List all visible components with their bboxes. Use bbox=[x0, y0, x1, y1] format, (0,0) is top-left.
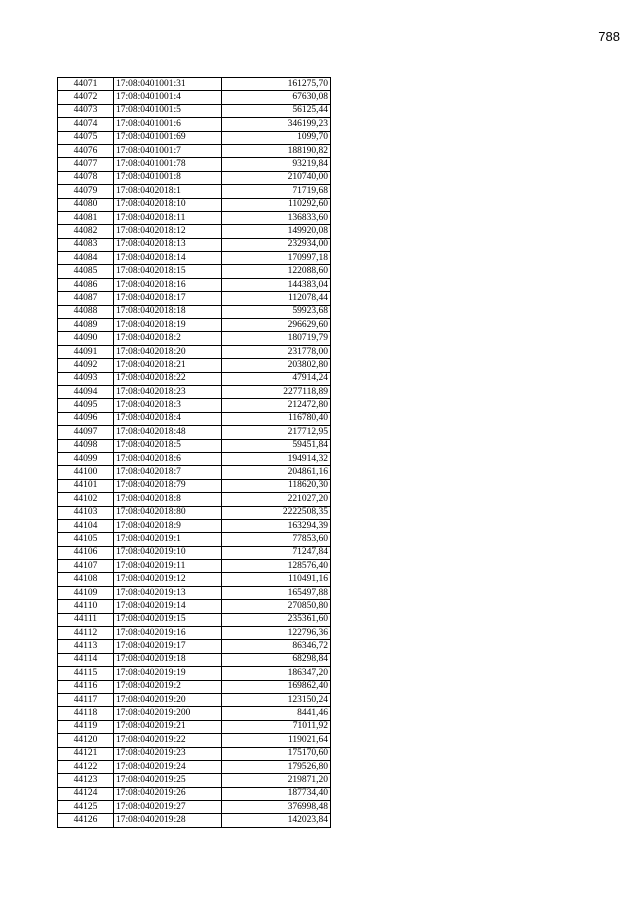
cadastral-number-cell: 17:08:0402019:14 bbox=[114, 600, 222, 613]
row-number-cell: 44102 bbox=[58, 493, 114, 506]
value-cell: 116780,40 bbox=[222, 412, 331, 425]
cadastral-number-cell: 17:08:0402018:17 bbox=[114, 292, 222, 305]
table-row bbox=[58, 493, 331, 506]
table-row bbox=[58, 693, 331, 706]
value-cell: 68298,84 bbox=[222, 653, 331, 666]
cadastral-number-cell: 17:08:0402019:25 bbox=[114, 774, 222, 787]
row-number-cell: 44109 bbox=[58, 586, 114, 599]
table-row bbox=[58, 452, 331, 465]
cadastral-number-cell: 17:08:0402018:3 bbox=[114, 399, 222, 412]
value-cell: 122088,60 bbox=[222, 265, 331, 278]
cadastral-number-cell: 17:08:0402018:1 bbox=[114, 185, 222, 198]
row-number-cell: 44095 bbox=[58, 399, 114, 412]
value-cell: 47914,24 bbox=[222, 372, 331, 385]
table-row bbox=[58, 412, 331, 425]
cadastral-number-cell: 17:08:0402018:13 bbox=[114, 238, 222, 251]
row-number-cell: 44077 bbox=[58, 158, 114, 171]
cadastral-number-cell: 17:08:0402019:12 bbox=[114, 573, 222, 586]
value-cell: 170997,18 bbox=[222, 252, 331, 265]
value-cell: 231778,00 bbox=[222, 345, 331, 358]
cadastral-number-cell: 17:08:0402018:79 bbox=[114, 479, 222, 492]
value-cell: 204861,16 bbox=[222, 466, 331, 479]
row-number-cell: 44123 bbox=[58, 774, 114, 787]
table-row bbox=[58, 627, 331, 640]
value-cell: 149920,08 bbox=[222, 225, 331, 238]
value-cell: 110292,60 bbox=[222, 198, 331, 211]
value-cell: 86346,72 bbox=[222, 640, 331, 653]
table-row bbox=[58, 91, 331, 104]
table-row bbox=[58, 385, 331, 398]
cadastral-number-cell: 17:08:0402019:13 bbox=[114, 586, 222, 599]
table-row bbox=[58, 118, 331, 131]
value-cell: 376998,48 bbox=[222, 801, 331, 814]
cadastral-number-cell: 17:08:0401001:69 bbox=[114, 131, 222, 144]
cadastral-number-cell: 17:08:0402018:22 bbox=[114, 372, 222, 385]
row-number-cell: 44113 bbox=[58, 640, 114, 653]
table-row bbox=[58, 479, 331, 492]
value-cell: 235361,60 bbox=[222, 613, 331, 626]
table-row bbox=[58, 238, 331, 251]
value-cell: 119021,64 bbox=[222, 734, 331, 747]
row-number-cell: 44105 bbox=[58, 533, 114, 546]
table-row bbox=[58, 653, 331, 666]
cadastral-number-cell: 17:08:0402019:27 bbox=[114, 801, 222, 814]
value-cell: 77853,60 bbox=[222, 533, 331, 546]
value-cell: 180719,79 bbox=[222, 332, 331, 345]
row-number-cell: 44125 bbox=[58, 801, 114, 814]
table-row bbox=[58, 426, 331, 439]
row-number-cell: 44104 bbox=[58, 519, 114, 532]
cadastral-number-cell: 17:08:0402018:9 bbox=[114, 519, 222, 532]
row-number-cell: 44096 bbox=[58, 412, 114, 425]
cadastral-number-cell: 17:08:0402018:48 bbox=[114, 426, 222, 439]
table-row bbox=[58, 399, 331, 412]
row-number-cell: 44099 bbox=[58, 452, 114, 465]
table-row bbox=[58, 586, 331, 599]
page-number: 788 bbox=[598, 29, 620, 44]
row-number-cell: 44117 bbox=[58, 693, 114, 706]
row-number-cell: 44121 bbox=[58, 747, 114, 760]
value-cell: 163294,39 bbox=[222, 519, 331, 532]
value-cell: 1099,70 bbox=[222, 131, 331, 144]
value-cell: 142023,84 bbox=[222, 814, 331, 827]
value-cell: 161275,70 bbox=[222, 78, 331, 91]
value-cell: 186347,20 bbox=[222, 667, 331, 680]
row-number-cell: 44116 bbox=[58, 680, 114, 693]
cadastral-number-cell: 17:08:0402019:17 bbox=[114, 640, 222, 653]
value-cell: 118620,30 bbox=[222, 479, 331, 492]
value-cell: 187734,40 bbox=[222, 787, 331, 800]
cadastral-number-cell: 17:08:0402019:16 bbox=[114, 627, 222, 640]
table-row bbox=[58, 359, 331, 372]
value-cell: 144383,04 bbox=[222, 278, 331, 291]
value-cell: 194914,32 bbox=[222, 452, 331, 465]
value-cell: 221027,20 bbox=[222, 493, 331, 506]
value-cell: 122796,36 bbox=[222, 627, 331, 640]
value-cell: 179526,80 bbox=[222, 760, 331, 773]
table-row bbox=[58, 265, 331, 278]
cadastral-number-cell: 17:08:0402019:15 bbox=[114, 613, 222, 626]
row-number-cell: 44124 bbox=[58, 787, 114, 800]
cadastral-number-cell: 17:08:0402018:5 bbox=[114, 439, 222, 452]
table-row bbox=[58, 814, 331, 827]
table-row bbox=[58, 760, 331, 773]
row-number-cell: 44119 bbox=[58, 720, 114, 733]
row-number-cell: 44084 bbox=[58, 252, 114, 265]
row-number-cell: 44082 bbox=[58, 225, 114, 238]
table-row bbox=[58, 319, 331, 332]
row-number-cell: 44091 bbox=[58, 345, 114, 358]
value-cell: 71011,92 bbox=[222, 720, 331, 733]
row-number-cell: 44073 bbox=[58, 104, 114, 117]
table-row bbox=[58, 720, 331, 733]
row-number-cell: 44071 bbox=[58, 78, 114, 91]
value-cell: 270850,80 bbox=[222, 600, 331, 613]
value-cell: 212472,80 bbox=[222, 399, 331, 412]
row-number-cell: 44078 bbox=[58, 171, 114, 184]
value-cell: 112078,44 bbox=[222, 292, 331, 305]
value-cell: 93219,84 bbox=[222, 158, 331, 171]
row-number-cell: 44079 bbox=[58, 185, 114, 198]
table-row bbox=[58, 278, 331, 291]
value-cell: 128576,40 bbox=[222, 560, 331, 573]
cadastral-number-cell: 17:08:0402018:8 bbox=[114, 493, 222, 506]
cadastral-number-cell: 17:08:0402019:21 bbox=[114, 720, 222, 733]
row-number-cell: 44100 bbox=[58, 466, 114, 479]
row-number-cell: 44080 bbox=[58, 198, 114, 211]
value-cell: 2222508,35 bbox=[222, 506, 331, 519]
value-cell: 210740,00 bbox=[222, 171, 331, 184]
row-number-cell: 44086 bbox=[58, 278, 114, 291]
cadastral-number-cell: 17:08:0401001:4 bbox=[114, 91, 222, 104]
cadastral-number-cell: 17:08:0402019:23 bbox=[114, 747, 222, 760]
table-row bbox=[58, 252, 331, 265]
cadastral-number-cell: 17:08:0402018:14 bbox=[114, 252, 222, 265]
value-cell: 59923,68 bbox=[222, 305, 331, 318]
cadastral-number-cell: 17:08:0401001:5 bbox=[114, 104, 222, 117]
row-number-cell: 44076 bbox=[58, 144, 114, 157]
row-number-cell: 44090 bbox=[58, 332, 114, 345]
table-row bbox=[58, 439, 331, 452]
row-number-cell: 44093 bbox=[58, 372, 114, 385]
cadastral-number-cell: 17:08:0402018:10 bbox=[114, 198, 222, 211]
table-body bbox=[58, 78, 331, 828]
cadastral-number-cell: 17:08:0401001:31 bbox=[114, 78, 222, 91]
value-cell: 71247,84 bbox=[222, 546, 331, 559]
value-cell: 175170,60 bbox=[222, 747, 331, 760]
row-number-cell: 44115 bbox=[58, 667, 114, 680]
cadastral-number-cell: 17:08:0402019:28 bbox=[114, 814, 222, 827]
cadastral-number-cell: 17:08:0402019:22 bbox=[114, 734, 222, 747]
table-row bbox=[58, 774, 331, 787]
cadastral-number-cell: 17:08:0402019:10 bbox=[114, 546, 222, 559]
cadastral-number-cell: 17:08:0402018:6 bbox=[114, 452, 222, 465]
cadastral-number-cell: 17:08:0401001:6 bbox=[114, 118, 222, 131]
row-number-cell: 44098 bbox=[58, 439, 114, 452]
value-cell: 110491,16 bbox=[222, 573, 331, 586]
row-number-cell: 44089 bbox=[58, 319, 114, 332]
cadastral-number-cell: 17:08:0402018:11 bbox=[114, 211, 222, 224]
row-number-cell: 44126 bbox=[58, 814, 114, 827]
cadastral-number-cell: 17:08:0402019:24 bbox=[114, 760, 222, 773]
row-number-cell: 44075 bbox=[58, 131, 114, 144]
table-row bbox=[58, 372, 331, 385]
value-cell: 59451,84 bbox=[222, 439, 331, 452]
value-cell: 169862,40 bbox=[222, 680, 331, 693]
table-row bbox=[58, 801, 331, 814]
cadastral-number-cell: 17:08:0402019:20 bbox=[114, 693, 222, 706]
row-number-cell: 44110 bbox=[58, 600, 114, 613]
row-number-cell: 44120 bbox=[58, 734, 114, 747]
table-row bbox=[58, 466, 331, 479]
table-row bbox=[58, 573, 331, 586]
value-cell: 203802,80 bbox=[222, 359, 331, 372]
cadastral-number-cell: 17:08:0402018:15 bbox=[114, 265, 222, 278]
value-cell: 296629,60 bbox=[222, 319, 331, 332]
table-row bbox=[58, 158, 331, 171]
table-row bbox=[58, 707, 331, 720]
row-number-cell: 44087 bbox=[58, 292, 114, 305]
table-row bbox=[58, 667, 331, 680]
cadastral-number-cell: 17:08:0402019:18 bbox=[114, 653, 222, 666]
value-cell: 56125,44 bbox=[222, 104, 331, 117]
cadastral-number-cell: 17:08:0402018:12 bbox=[114, 225, 222, 238]
cadastral-number-cell: 17:08:0402018:19 bbox=[114, 319, 222, 332]
cadastral-number-cell: 17:08:0402018:21 bbox=[114, 359, 222, 372]
table-row bbox=[58, 198, 331, 211]
cadastral-number-cell: 17:08:0402018:7 bbox=[114, 466, 222, 479]
cadastral-number-cell: 17:08:0402019:11 bbox=[114, 560, 222, 573]
cadastral-number-cell: 17:08:0402019:26 bbox=[114, 787, 222, 800]
cadastral-number-cell: 17:08:0402019:2 bbox=[114, 680, 222, 693]
value-cell: 346199,23 bbox=[222, 118, 331, 131]
value-cell: 8441,46 bbox=[222, 707, 331, 720]
row-number-cell: 44085 bbox=[58, 265, 114, 278]
row-number-cell: 44081 bbox=[58, 211, 114, 224]
table-row bbox=[58, 345, 331, 358]
cadastral-number-cell: 17:08:0402018:20 bbox=[114, 345, 222, 358]
row-number-cell: 44103 bbox=[58, 506, 114, 519]
row-number-cell: 44092 bbox=[58, 359, 114, 372]
cadastral-number-cell: 17:08:0402018:16 bbox=[114, 278, 222, 291]
row-number-cell: 44122 bbox=[58, 760, 114, 773]
cadastral-number-cell: 17:08:0402019:19 bbox=[114, 667, 222, 680]
value-cell: 136833,60 bbox=[222, 211, 331, 224]
table-row bbox=[58, 519, 331, 532]
table-row bbox=[58, 78, 331, 91]
value-cell: 67630,08 bbox=[222, 91, 331, 104]
table-row bbox=[58, 680, 331, 693]
row-number-cell: 44118 bbox=[58, 707, 114, 720]
cadastral-number-cell: 17:08:0402018:80 bbox=[114, 506, 222, 519]
row-number-cell: 44114 bbox=[58, 653, 114, 666]
value-cell: 217712,95 bbox=[222, 426, 331, 439]
row-number-cell: 44088 bbox=[58, 305, 114, 318]
row-number-cell: 44097 bbox=[58, 426, 114, 439]
value-cell: 2277118,89 bbox=[222, 385, 331, 398]
table-row bbox=[58, 292, 331, 305]
cadastral-number-cell: 17:08:0402018:4 bbox=[114, 412, 222, 425]
table-row bbox=[58, 506, 331, 519]
table-row bbox=[58, 613, 331, 626]
value-cell: 165497,88 bbox=[222, 586, 331, 599]
value-cell: 188190,82 bbox=[222, 144, 331, 157]
row-number-cell: 44112 bbox=[58, 627, 114, 640]
row-number-cell: 44074 bbox=[58, 118, 114, 131]
table-row bbox=[58, 560, 331, 573]
row-number-cell: 44072 bbox=[58, 91, 114, 104]
value-cell: 71719,68 bbox=[222, 185, 331, 198]
cadastral-number-cell: 17:08:0402019:1 bbox=[114, 533, 222, 546]
table-row bbox=[58, 104, 331, 117]
row-number-cell: 44101 bbox=[58, 479, 114, 492]
row-number-cell: 44107 bbox=[58, 560, 114, 573]
table-row bbox=[58, 185, 331, 198]
table-row bbox=[58, 734, 331, 747]
table-row bbox=[58, 787, 331, 800]
table-row bbox=[58, 546, 331, 559]
row-number-cell: 44106 bbox=[58, 546, 114, 559]
table-row bbox=[58, 640, 331, 653]
value-cell: 123150,24 bbox=[222, 693, 331, 706]
row-number-cell: 44108 bbox=[58, 573, 114, 586]
row-number-cell: 44083 bbox=[58, 238, 114, 251]
cadastral-number-cell: 17:08:0402018:23 bbox=[114, 385, 222, 398]
table-row bbox=[58, 305, 331, 318]
table-row bbox=[58, 171, 331, 184]
table-row bbox=[58, 533, 331, 546]
cadastral-number-cell: 17:08:0402018:2 bbox=[114, 332, 222, 345]
cadastral-number-cell: 17:08:0402019:200 bbox=[114, 707, 222, 720]
table-row bbox=[58, 225, 331, 238]
row-number-cell: 44094 bbox=[58, 385, 114, 398]
value-cell: 219871,20 bbox=[222, 774, 331, 787]
cadastral-number-cell: 17:08:0401001:8 bbox=[114, 171, 222, 184]
table-row bbox=[58, 144, 331, 157]
cadastral-number-cell: 17:08:0402018:18 bbox=[114, 305, 222, 318]
value-cell: 232934,00 bbox=[222, 238, 331, 251]
table-row bbox=[58, 747, 331, 760]
table-row bbox=[58, 211, 331, 224]
row-number-cell: 44111 bbox=[58, 613, 114, 626]
table-row bbox=[58, 600, 331, 613]
data-table bbox=[57, 77, 331, 828]
table-row bbox=[58, 131, 331, 144]
cadastral-number-cell: 17:08:0401001:78 bbox=[114, 158, 222, 171]
cadastral-number-cell: 17:08:0401001:7 bbox=[114, 144, 222, 157]
table-row bbox=[58, 332, 331, 345]
